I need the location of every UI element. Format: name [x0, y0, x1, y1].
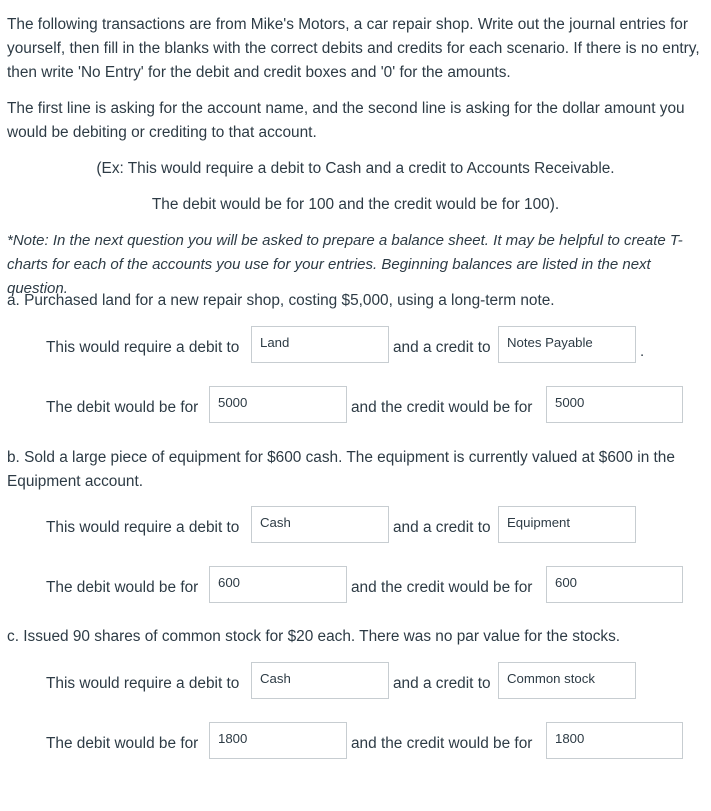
credit-to-label: and a credit to [393, 675, 491, 692]
instructions-paragraph: The following transactions are from Mike's Motors, a car repair shop. Write out the journal entries for yourself, then fill in the blanks with the correct debits and credits for each scenario. If there is no entry, then write 'No Entry' for the debit and credit boxes and '0' for the amounts. [7, 16, 700, 81]
credit-for-label: and the credit would be for [351, 579, 533, 596]
question-b-credit-amount-input[interactable]: 600 [546, 566, 683, 603]
question-b-prompt: b. Sold a large piece of equipment for $600 cash. The equipment is currently valued at $600 in the Equipment account. [7, 449, 675, 490]
credit-for-label: and the credit would be for [351, 399, 533, 416]
debit-for-label: The debit would be for [46, 399, 199, 416]
debit-to-label: This would require a debit to [46, 339, 240, 356]
question-a-prompt: a. Purchased land for a new repair shop, costing $5,000, using a long-term note. [7, 292, 555, 309]
question-a-credit-account-input[interactable]: Notes Payable [498, 326, 636, 363]
debit-to-label: This would require a debit to [46, 519, 240, 536]
example-line-2: The debit would be for 100 and the credit would be for 100). [151, 196, 560, 213]
question-c-credit-amount-input[interactable]: 1800 [546, 722, 683, 759]
credit-for-label: and the credit would be for [351, 735, 533, 752]
example-line-1: (Ex: This would require a debit to Cash and a credit to Accounts Receivable. [96, 160, 615, 177]
credit-to-label: and a credit to [393, 339, 491, 356]
question-b-debit-amount-input[interactable]: 600 [209, 566, 347, 603]
question-a-debit-amount-input[interactable]: 5000 [209, 386, 347, 423]
debit-to-label: This would require a debit to [46, 675, 240, 692]
question-c-prompt: c. Issued 90 shares of common stock for $20 each. There was no par value for the stocks. [7, 628, 621, 645]
note-paragraph: *Note: In the next question you will be asked to prepare a balance sheet. It may be helpful to create T-charts for each of the accounts you use for your entries. Beginning balances are listed in the next question. [7, 232, 683, 297]
credit-to-label: and a credit to [393, 519, 491, 536]
question-a-debit-account-input[interactable]: Land [251, 326, 389, 363]
question-b-credit-account-input[interactable]: Equipment [498, 506, 636, 543]
question-c-debit-account-input[interactable]: Cash [251, 662, 389, 699]
instructions-explanation: The first line is asking for the account name, and the second line is asking for the dollar amount you would be debiting or crediting to that account. [7, 100, 685, 141]
question-c-credit-account-input[interactable]: Common stock [498, 662, 636, 699]
question-b-debit-account-input[interactable]: Cash [251, 506, 389, 543]
period: . [640, 343, 645, 360]
debit-for-label: The debit would be for [46, 579, 199, 596]
question-c-debit-amount-input[interactable]: 1800 [209, 722, 347, 759]
question-a-credit-amount-input[interactable]: 5000 [546, 386, 683, 423]
debit-for-label: The debit would be for [46, 735, 199, 752]
